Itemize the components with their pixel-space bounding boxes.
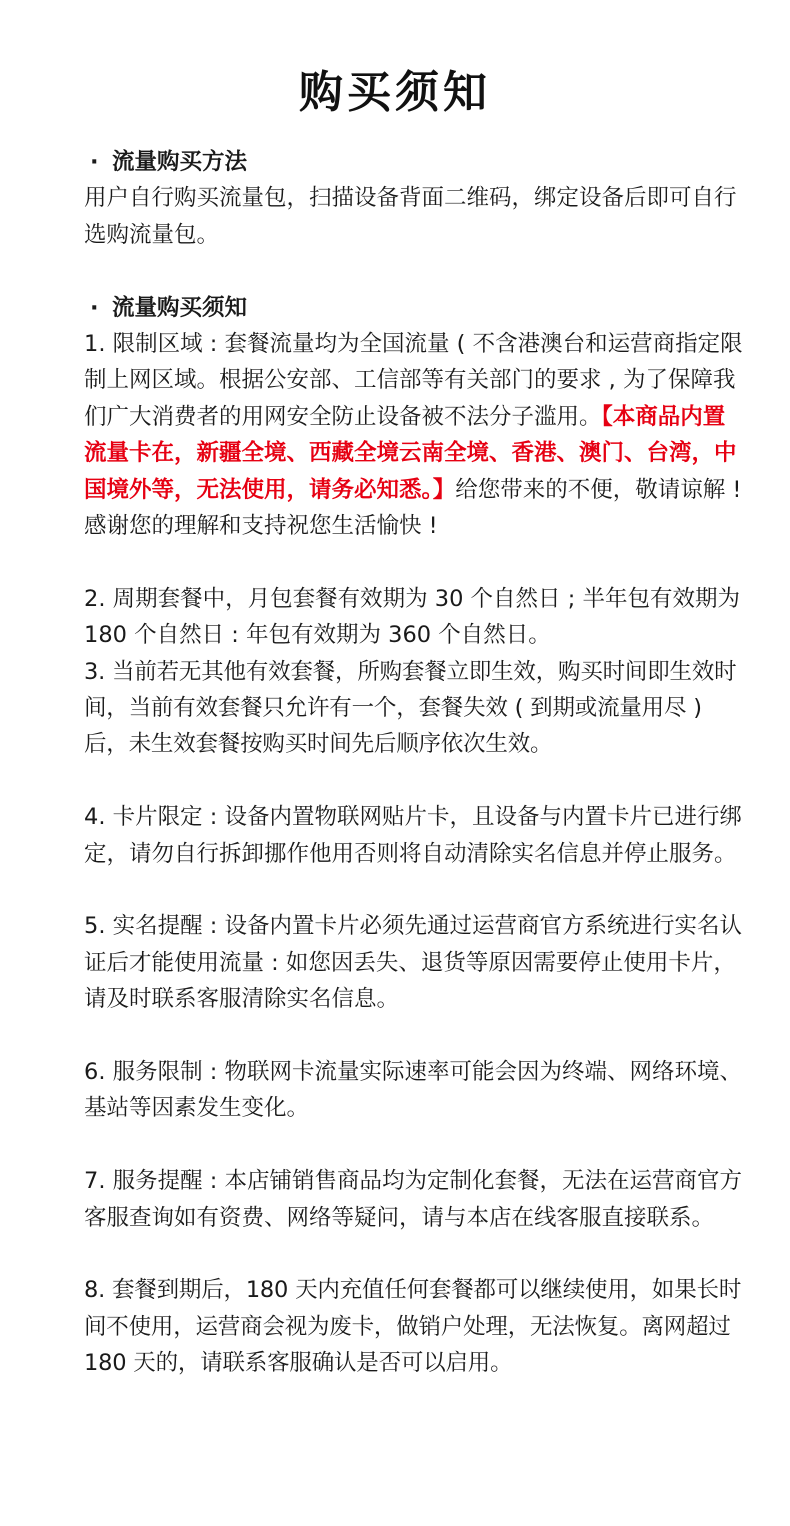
notice-item-1 [84, 326, 744, 544]
notice-item-3: 3. 当前若无其他有效套餐，所购套餐立即生效，购买时间即生效时间，当前有效套餐只允许有一个，套餐失效 ( 到期或流量用尽 ) 后，未生效套餐按购买时间先后顺序依次生效。 [84, 658, 737, 758]
restricted-areas-warning: 【本商品内置流量卡在，新疆全境、西藏全境云南全境、香港、澳门、台湾，中国境外等，无法使用，请务必知悉。】 [84, 403, 737, 503]
notice-item-5: 5. 实名提醒 : 设备内置卡片必须先通过运营商官方系统进行实名认证后才能使用流量 : 如您因丢失、退货等原因需要停止使用卡片，请及时联系客服清除实名信息。 [84, 913, 743, 1013]
notice-item-1-text: 1. 限制区域 : 套餐流量均为全国流量 ( 不含港澳台和运营商指定限制上网区域。根据公安部、工信部等有关部门的要求 , 为了保障我们广大消费者的用网安全防止设备被不法分子滥用。 [84, 331, 743, 430]
spacer [84, 872, 744, 908]
bullet-dot: · [90, 149, 99, 175]
section-heading-method-label: 流量购买方法 [112, 149, 248, 175]
method-text: 用户自行购买流量包，扫描设备背面二维码，绑定设备后即可自行选购流量包。 [84, 185, 737, 248]
notice-item-4: 4. 卡片限定 : 设备内置物联网贴片卡，且设备与内置卡片已进行绑定，请勿自行拆卸挪作他用否则将自动清除实名信息并停止服务。 [84, 804, 743, 867]
spacer [84, 1018, 744, 1054]
spacer [84, 1127, 744, 1163]
spacer [84, 1236, 744, 1272]
notice-item-6: 6. 服务限制 : 物联网卡流量实际速率可能会因为终端、网络环境、基站等因素发生变化。 [84, 1059, 743, 1122]
section-heading-notice-label: 流量购买须知 [112, 294, 248, 321]
spacer [84, 253, 744, 289]
bullet-dot: · [90, 294, 99, 321]
page-title: 购买须知 [299, 67, 491, 118]
content [84, 144, 744, 1382]
spacer [84, 544, 744, 580]
notice-item-7: 7. 服务提醒 : 本店铺销售商品均为定制化套餐，无法在运营商官方客服查询如有资费、网络等疑问，请与本店在线客服直接联系。 [84, 1168, 743, 1231]
notice-item-1-closing: 给您带来的不便，敬请谅解 ! 感谢您的理解和支持祝您生活愉快 ! [84, 476, 742, 540]
notice-item-8: 8. 套餐到期后，180 天内充值任何套餐都可以继续使用，如果长时间不使用，运营商会视为废卡，做销户处理，无法恢复。离网超过 180 天的，请联系客服确认是否可以启用。 [84, 1277, 742, 1377]
section-heading-method [84, 144, 744, 180]
notice-item-2: 2. 周期套餐中，月包套餐有效期为 30 个自然日 ; 半年包有效期为 180 个自然日 : 年包有效期为 360 个自然日。 [84, 585, 740, 649]
section-heading-notice [84, 290, 744, 326]
spacer [84, 763, 744, 799]
